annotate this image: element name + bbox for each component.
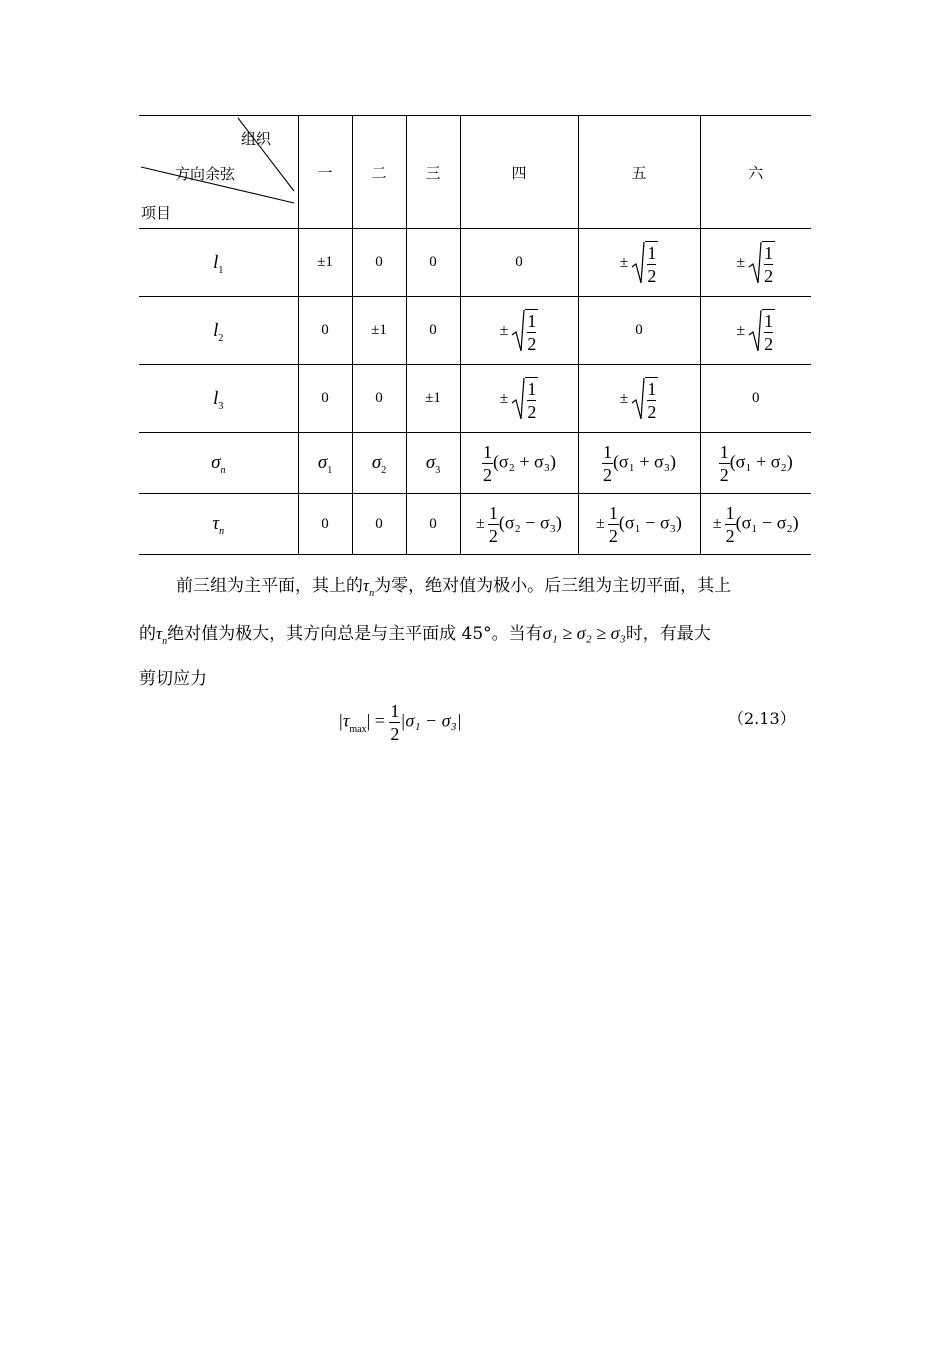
cell-l1-c5: ± 1 2 — [578, 229, 700, 297]
cell-l3-c2: 0 — [352, 365, 406, 433]
equation-2-13: $|\tau_{max}|$ = $\frac{1}{2}$ |σ₁ − σ₃| — [338, 701, 462, 744]
cell-l2-c3: 0 — [406, 297, 460, 365]
sqrt-half: 1 2 — [748, 241, 775, 285]
paragraph-line-1: 前三组为主平面，其上的$\tau_n$为零，绝对值为极小。后三组为主切平面，其上 — [176, 576, 732, 599]
col-header-5: 五 — [578, 116, 700, 229]
direction-cosine-table — [139, 115, 811, 555]
header-group-label: 组织 — [241, 130, 272, 148]
cell-l1-c1: ±1 — [298, 229, 352, 297]
table-row-sigma-n — [139, 433, 811, 494]
table-row-tau-n — [139, 494, 811, 555]
cell-sigma-c6: $\frac{1}{2}$ (σ₁ + σ₂) — [700, 433, 811, 494]
cell-tau-c2: 0 — [352, 494, 406, 555]
cell-l2-c6: ± 1 2 — [700, 297, 811, 365]
cell-l1-c3: 0 — [406, 229, 460, 297]
row-label-tau-n: $\tau_n$ — [139, 494, 298, 555]
cell-sigma-c3: $\sigma_3$ — [406, 433, 460, 494]
col-header-6: 六 — [700, 116, 811, 229]
cell-l3-c1: 0 — [298, 365, 352, 433]
paragraph-line-3: 剪切应力 — [139, 669, 207, 689]
cell-l3-c6: 0 — [700, 365, 811, 433]
cell-l3-c5: ± 1 2 — [578, 365, 700, 433]
cell-l2-c5: 0 — [578, 297, 700, 365]
cell-l1-c2: 0 — [352, 229, 406, 297]
header-item-label: 项目 — [141, 204, 172, 222]
equation-number: （2.13） — [728, 709, 796, 728]
cell-tau-c4: ± $\frac{1}{2}$ (σ₂ − σ₃) — [460, 494, 578, 555]
cell-l1-c6: ± 1 2 — [700, 229, 811, 297]
row-label-sigma-n: $\sigma_n$ — [139, 433, 298, 494]
cell-l2-c4: ± 1 2 — [460, 297, 578, 365]
paragraph-line-2: 的$\tau_n$绝对值为极大，其方向总是与主平面成 45°。当有σ₁ ≥ σ₂ ≥ σ₃时，有最大 — [139, 623, 711, 647]
cell-tau-c3: 0 — [406, 494, 460, 555]
sqrt-half: 1 2 — [748, 309, 775, 353]
table-header-row — [139, 116, 811, 229]
sqrt-half: 1 2 — [631, 241, 658, 285]
cell-sigma-c4: $\frac{1}{2}$ (σ₂ + σ₃) — [460, 433, 578, 494]
cell-l3-c4: ± 1 2 — [460, 365, 578, 433]
row-label-l1: $l_1$ — [139, 229, 298, 297]
table-row-l2 — [139, 297, 811, 365]
col-header-3: 三 — [406, 116, 460, 229]
cell-sigma-c1: $\sigma_1$ — [298, 433, 352, 494]
col-header-1: 一 — [298, 116, 352, 229]
cell-l1-c4: 0 — [460, 229, 578, 297]
header-cosine-label: 方向余弦 — [175, 165, 236, 183]
col-header-4: 四 — [460, 116, 578, 229]
row-label-l2: $l_2$ — [139, 297, 298, 365]
sqrt-half: 1 2 — [511, 309, 538, 353]
cell-l2-c2: ±1 — [352, 297, 406, 365]
cell-sigma-c5: $\frac{1}{2}$ (σ₁ + σ₃) — [578, 433, 700, 494]
table-row-l3 — [139, 365, 811, 433]
diagonal-header-cell — [139, 116, 298, 229]
cell-tau-c1: 0 — [298, 494, 352, 555]
sqrt-half: 1 2 — [511, 377, 538, 421]
cell-sigma-c2: $\sigma_2$ — [352, 433, 406, 494]
table-row-l1 — [139, 229, 811, 297]
cell-tau-c5: ± $\frac{1}{2}$ (σ₁ − σ₃) — [578, 494, 700, 555]
cell-l3-c3: ±1 — [406, 365, 460, 433]
col-header-2: 二 — [352, 116, 406, 229]
cell-tau-c6: ± $\frac{1}{2}$ (σ₁ − σ₂) — [700, 494, 811, 555]
sqrt-half: 1 2 — [631, 377, 658, 421]
row-label-l3: $l_3$ — [139, 365, 298, 433]
cell-l2-c1: 0 — [298, 297, 352, 365]
